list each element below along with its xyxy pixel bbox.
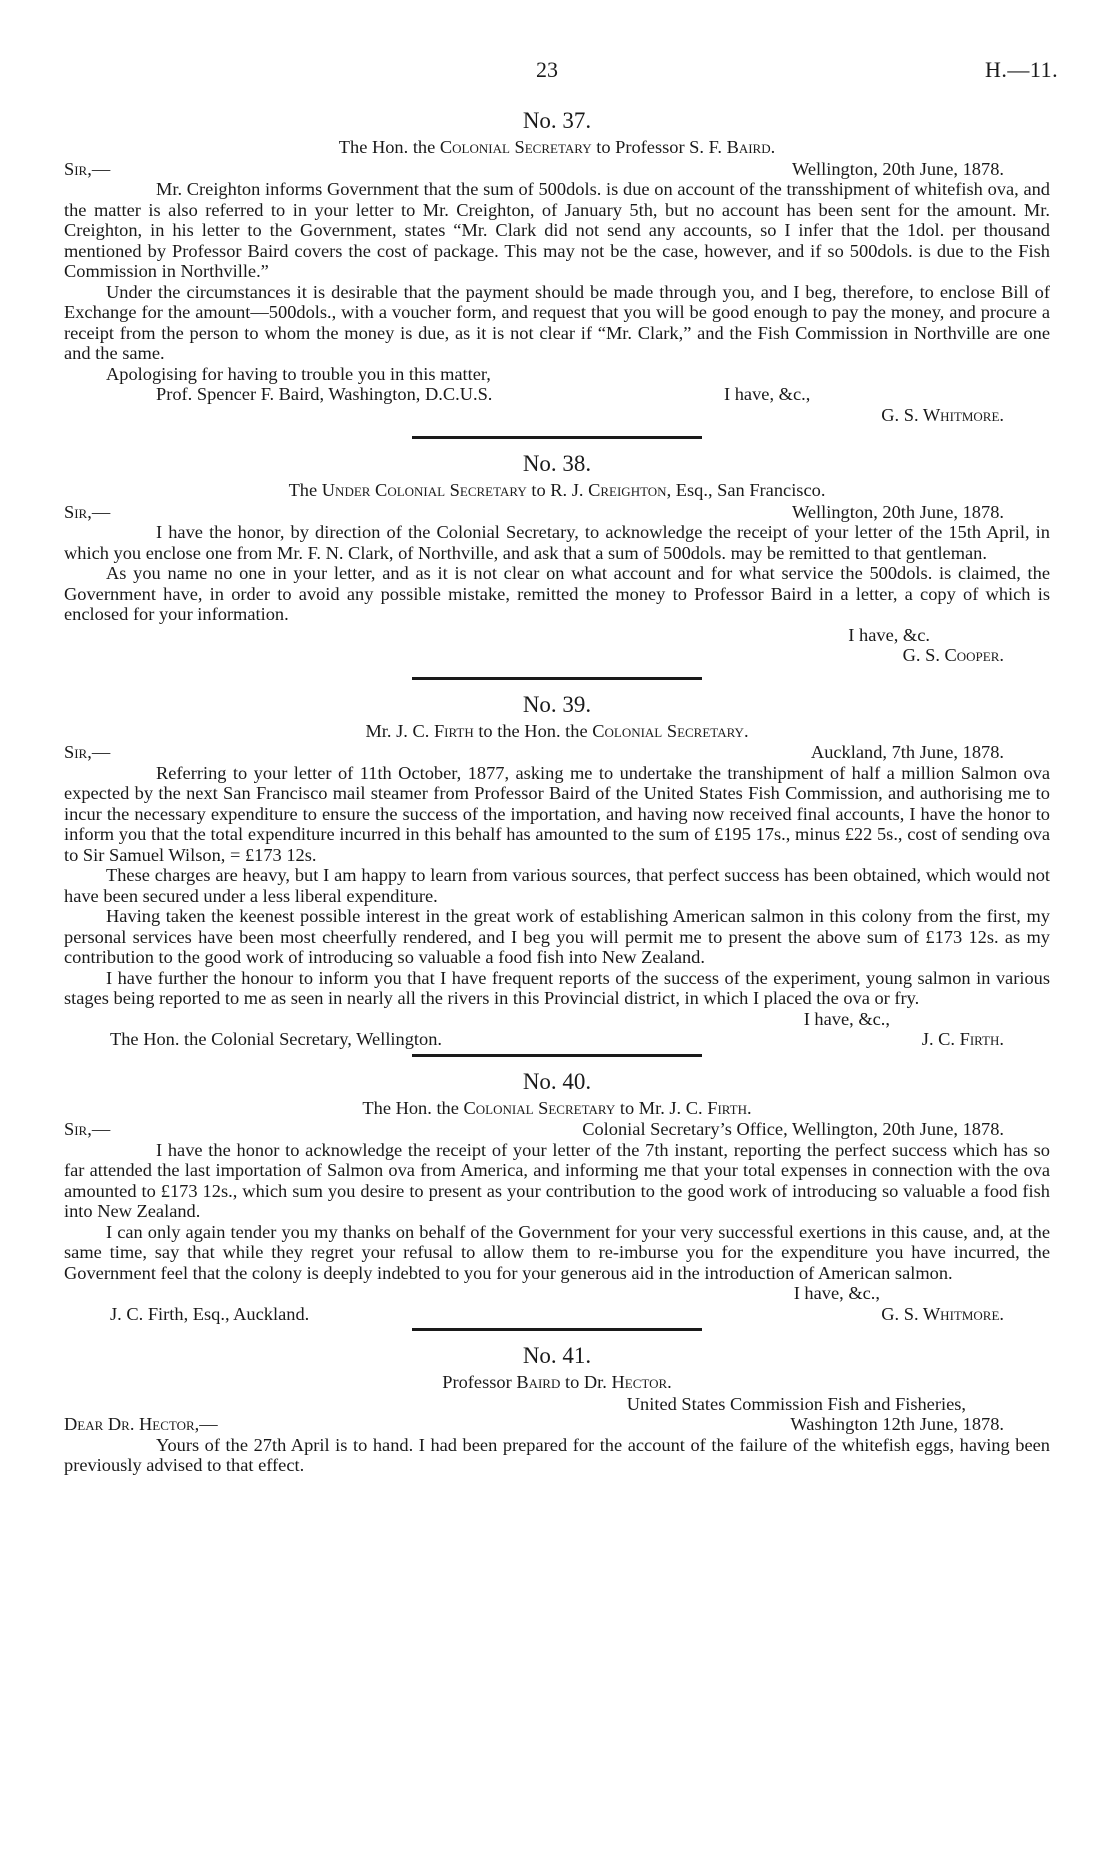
letter-number: No. 37. xyxy=(522,108,592,133)
closing: I have, &c., xyxy=(793,1283,880,1303)
salutation: Sir,— xyxy=(64,742,111,762)
paragraph: As you name no one in your letter, and as it is not clear on what account and for what service the 500dols. is claimed, the Government have, in order to avoid any possible mistake, remitted the money to Professor Baird in a letter, a copy of which is enclosed for your information. xyxy=(64,563,1050,624)
letter-39 xyxy=(64,692,1050,1050)
paragraph: I have the honor, by direction of the Colonial Secretary, to acknowledge the receipt of your letter of the 15th April, in which you enclose one from Mr. F. N. Clark, of Northville, and ask that a sum of 500dols. may be remitted to that gentleman. xyxy=(64,522,1050,563)
paragraph: These charges are heavy, but I am happy to learn from various sources, that perfect success has been obtained, which would not have been secured under a less liberal expenditure. xyxy=(64,865,1050,906)
letter-38 xyxy=(64,451,1050,666)
dateline: Wellington, 20th June, 1878. xyxy=(791,501,1004,522)
addressee: Prof. Spencer F. Baird, Washington, D.C.U.S. xyxy=(156,384,493,404)
salutation-row xyxy=(64,742,1050,763)
closing: I have, &c., xyxy=(803,1008,890,1029)
letter-41 xyxy=(64,1343,1050,1476)
letter-number: No. 40. xyxy=(522,1068,592,1094)
letter-heading: Mr. J. C. Firth to the Hon. the Colonial Secretary. xyxy=(365,720,749,741)
salutation-row xyxy=(64,502,1050,523)
origin-line: United States Commission Fish and Fisheries, xyxy=(626,1393,966,1414)
paragraph: I have the honor to acknowledge the receipt of your letter of the 7th instant, reporting the perfect success which has so far attended the last importation of Salmon ova from America, and informing me that your total expenses in connection with the ova amounted to £173 12s., which sum you desire to present as your contribution to the good work of introducing so valuable a food fish into New Zealand. xyxy=(64,1139,1050,1221)
salutation: Sir,— xyxy=(64,1119,111,1139)
letter-number: No. 38. xyxy=(522,451,592,476)
salutation-row xyxy=(64,1414,1050,1435)
paragraph: Under the circumstances it is desirable that the payment should be made through you, and I beg, therefore, to enclose Bill of Exchange for the amount—500dols., with a voucher form, and request that you will be good enough to pay the money, and procure a receipt from the person to whom the money is due, as it is not clear if “Mr. Clark,” and the Fish Commission in Northville are one and the same. xyxy=(64,281,1050,363)
closing: I have, &c., xyxy=(724,384,811,404)
letter-37 xyxy=(64,108,1050,425)
dateline: Auckland, 7th June, 1878. xyxy=(810,742,1004,762)
signature-row xyxy=(64,1304,1050,1325)
signature: G. S. Whitmore. xyxy=(881,1303,1004,1324)
letter-heading: The Hon. the Colonial Secretary to Mr. J. C. Firth. xyxy=(362,1097,752,1118)
closing-row xyxy=(64,384,1050,405)
letter-40 xyxy=(64,1069,1050,1325)
letter-number: No. 39. xyxy=(522,691,592,717)
salutation-row xyxy=(64,1119,1050,1140)
closing: I have, &c. xyxy=(848,624,930,645)
divider xyxy=(412,1054,702,1057)
signature: J. C. Firth. xyxy=(921,1029,1004,1049)
letter-heading: The Hon. the Colonial Secretary to Professor S. F. Baird. xyxy=(338,137,776,157)
salutation-row xyxy=(64,159,1050,180)
salutation: Sir,— xyxy=(64,158,111,179)
divider xyxy=(412,436,702,439)
divider xyxy=(412,1328,702,1331)
paragraph: I have further the honour to inform you that I have frequent reports of the success of the experiment, young salmon in various stages being reported to me as seen in nearly all the rivers in this Provincial district, in which I placed the ova or fry. xyxy=(64,967,1050,1008)
dateline: Colonial Secretary’s Office, Wellington, 20th June, 1878. xyxy=(582,1119,1004,1139)
divider xyxy=(412,677,702,680)
paragraph: I can only again tender you my thanks on behalf of the Government for your very successful exertions in this cause, and, at the same time, say that while they regret your refusal to allow them to re-imburse you for the expenditure you have incurred, the Government feel that the colony is deeply indebted to you for your generous aid in the introduction of American salmon. xyxy=(64,1221,1050,1283)
salutation: Dear Dr. Hector,— xyxy=(64,1414,218,1434)
signature: G. S. Cooper. xyxy=(902,645,1004,665)
page-number: 23 xyxy=(536,57,558,82)
letter-number: No. 41. xyxy=(522,1343,592,1368)
paragraph: Referring to your letter of 11th October, 1877, asking me to undertake the transhipment of half a million Salmon ova expected by the next San Francisco mail steamer from Professor Baird of the United States Fish Commission, and authorising me to incur the necessary expenditure to ensure the success of the importation, and having now received final accounts, I have the honor to inform you that the total expenditure incurred in this behalf has amounted to the sum of £195 17s., minus £22 5s., cost of sending ova to Sir Samuel Wilson, = £173 12s. xyxy=(64,762,1050,865)
signature: G. S. Whitmore. xyxy=(881,404,1004,425)
salutation: Sir,— xyxy=(64,501,111,522)
letter-heading: Professor Baird to Dr. Hector. xyxy=(442,1372,672,1392)
signature-row xyxy=(64,1029,1050,1050)
paragraph: Having taken the keenest possible interest in the great work of establishing American salmon in this colony from the first, my personal services have been most cheerfully rendered, and I beg you will permit me to present the above sum of £173 12s. as my contribution to the good work of introducing so valuable a food fish into New Zealand. xyxy=(64,906,1050,967)
page-content xyxy=(64,108,1050,1476)
addressee: J. C. Firth, Esq., Auckland. xyxy=(110,1303,310,1324)
dateline: Washington 12th June, 1878. xyxy=(790,1414,1004,1434)
dateline: Wellington, 20th June, 1878. xyxy=(791,158,1004,179)
addressee: The Hon. the Colonial Secretary, Wellington. xyxy=(110,1029,443,1049)
letter-heading: The Under Colonial Secretary to R. J. Creighton, Esq., San Francisco. xyxy=(288,480,826,500)
paragraph: Apologising for having to trouble you in this matter, xyxy=(106,363,491,384)
paragraph: Mr. Creighton informs Government that the sum of 500dols. is due on account of the transshipment of whitefish ova, and the matter is also referred to in your letter to Mr. Creighton, of January 5th, but no account has been sent for the amount. Mr. Creighton, in his letter to the Government, states “Mr. Clark did not send any accounts, so I infer that the 1dol. per thousand mentioned by Professor Baird covers the cost of package. This may not be the case, however, and if so 500dols. is due to the Fish Commission in Northville.” xyxy=(64,179,1050,281)
document-reference: H.—11. xyxy=(985,57,1059,82)
paragraph: Yours of the 27th April is to hand. I had been prepared for the account of the failure of the whitefish eggs, having been previously advised to that effect. xyxy=(64,1434,1050,1475)
